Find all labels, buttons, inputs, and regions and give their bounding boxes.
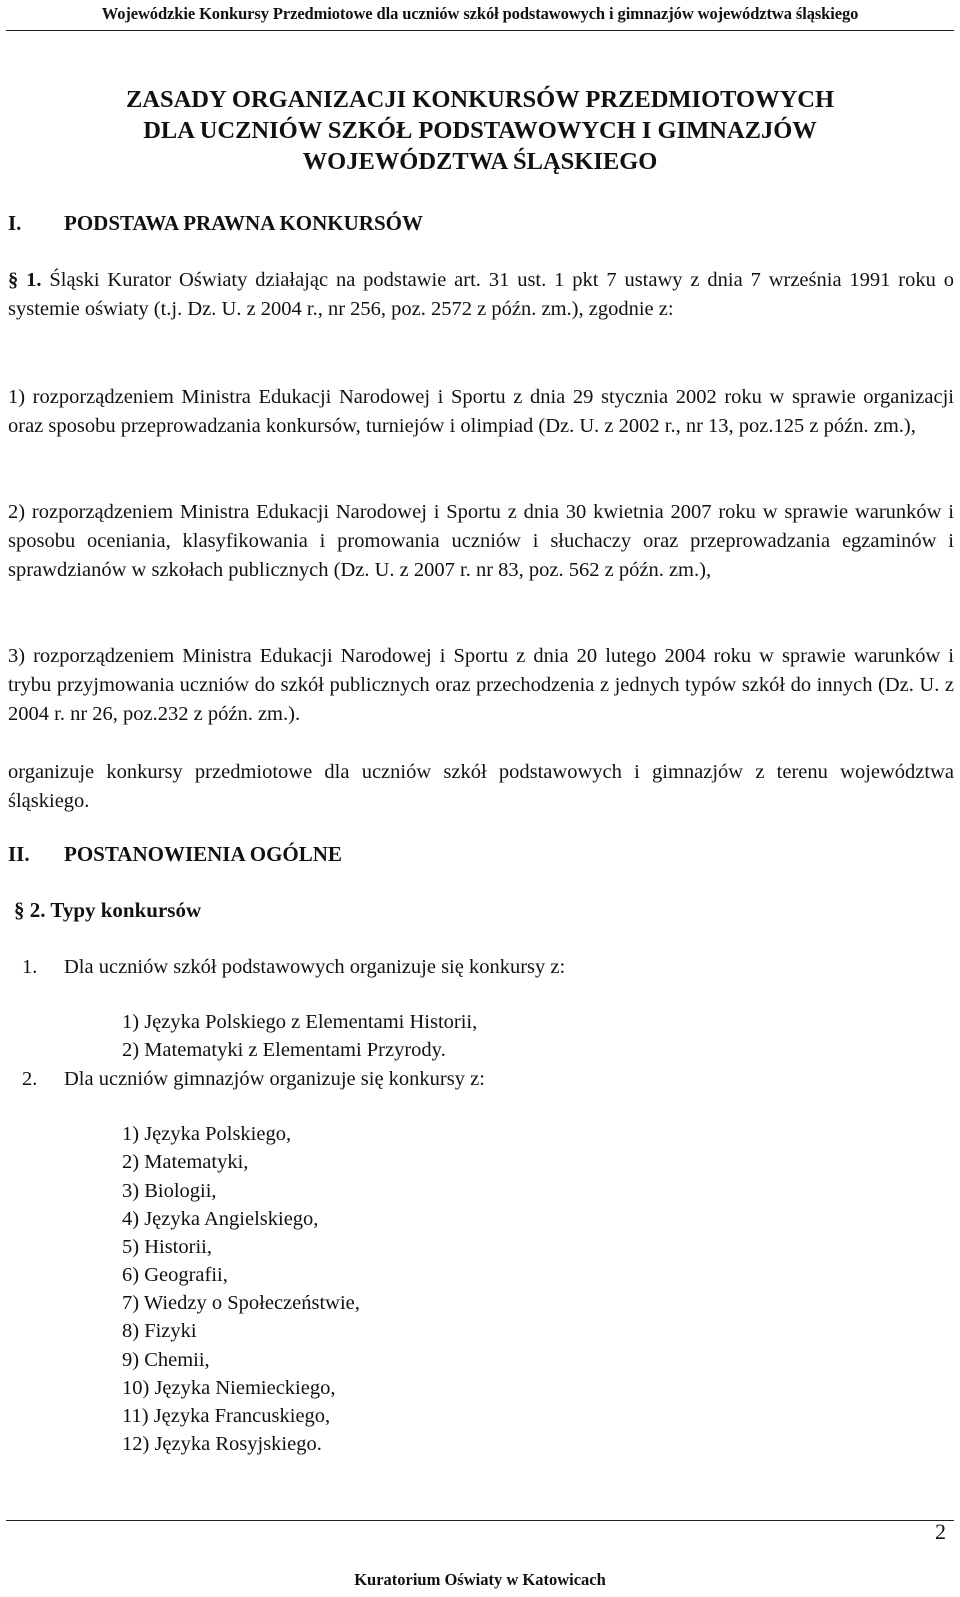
list-item: 12) Języka Rosyjskiego.	[122, 1433, 322, 1455]
footer-divider	[6, 1520, 954, 1521]
list-item: 5) Historii,	[122, 1236, 212, 1258]
list-item: 11) Języka Francuskiego,	[122, 1405, 331, 1427]
section-1-heading	[8, 211, 423, 236]
list-heading-text: Dla uczniów szkół podstawowych organizuje się konkursy z:	[64, 956, 566, 978]
list-item: 6) Geografii,	[122, 1264, 228, 1286]
list-heading-text: Dla uczniów gimnazjów organizuje się konkursy z:	[64, 1068, 485, 1090]
list-item: 10) Języka Niemieckiego,	[122, 1377, 336, 1399]
list-number: 1.	[22, 956, 38, 978]
regulation-1: 1) rozporządzeniem Ministra Edukacji Narodowej i Sportu z dnia 29 stycznia 2002 roku w sprawie organizacji oraz sposobu przeprowadzania konkursów, turniejów i olimpiad (Dz. U. z 2002 r., nr 13, poz.125 z późn. zm.),	[8, 386, 954, 437]
title-line-1: ZASADY ORGANIZACJI KONKURSÓW PRZEDMIOTOWYCH	[125, 86, 835, 113]
primary-school-list-heading	[22, 956, 565, 979]
section-2-heading	[8, 842, 342, 867]
regulation-2: 2) rozporządzeniem Ministra Edukacji Narodowej i Sportu z dnia 30 kwietnia 2007 roku w sprawie warunków i sposobu oceniania, klasyfikowania i promowania uczniów i słuchaczy oraz przeprowadzania egzaminów i sprawdzianów w szkołach publicznych (Dz. U. z 2007 r. nr 83, poz. 562 z późn. zm.),	[8, 501, 954, 581]
junior-high-list-heading	[22, 1068, 485, 1091]
list-item: 4) Języka Angielskiego,	[122, 1208, 319, 1230]
list-item: 7) Wiedzy o Społeczeństwie,	[122, 1292, 360, 1314]
header-divider	[6, 30, 954, 31]
section-1-title: PODSTAWA PRAWNA KONKURSÓW	[64, 211, 423, 235]
section-2-number: II.	[8, 842, 30, 866]
list-item: 2) Matematyki,	[122, 1151, 249, 1173]
title-line-3: WOJEWÓDZTWA ŚLĄSKIEGO	[302, 148, 658, 175]
page-number: 2	[935, 1519, 946, 1544]
paragraph-2-heading: § 2. Typy konkursów	[14, 898, 202, 922]
list-item: 9) Chemii,	[122, 1349, 210, 1371]
list-item: 3) Biologii,	[122, 1180, 217, 1202]
page-header: Wojewódzkie Konkursy Przedmiotowe dla uczniów szkół podstawowych i gimnazjów województwa śląskiego	[101, 4, 859, 23]
document-title	[0, 84, 960, 177]
paragraph-1	[8, 266, 954, 324]
section-2-title: POSTANOWIENIA OGÓLNE	[64, 842, 342, 866]
list-number: 2.	[22, 1068, 38, 1090]
section-1-number: I.	[8, 211, 22, 235]
paragraph-1-text: Śląski Kurator Oświaty działając na podstawie art. 31 ust. 1 pkt 7 ustawy z dnia 7 września 1991 roku o systemie oświaty (t.j. Dz. U. z 2004 r., nr 256, poz. 2572 z późn. zm.), zgodnie z:	[8, 269, 955, 320]
title-line-2: DLA UCZNIÓW SZKÓŁ PODSTAWOWYCH I GIMNAZJÓW	[143, 117, 817, 144]
closing-paragraph: organizuje konkursy przedmiotowe dla uczniów szkół podstawowych i gimnazjów z terenu województwa śląskiego.	[8, 761, 954, 812]
page-footer: Kuratorium Oświaty w Katowicach	[354, 1570, 606, 1589]
list-item: 1) Języka Polskiego,	[122, 1123, 292, 1145]
list-item: 8) Fizyki	[122, 1320, 197, 1342]
list-item: 1) Języka Polskiego z Elementami Historii,	[122, 1011, 478, 1033]
regulation-3: 3) rozporządzeniem Ministra Edukacji Narodowej i Sportu z dnia 20 lutego 2004 roku w sprawie warunków i trybu przyjmowania uczniów do szkół publicznych oraz przechodzenia z jednych typów szkół do innych (Dz. U. z 2004 r. nr 26, poz.232 z późn. zm.).	[8, 645, 954, 725]
paragraph-1-marker: § 1.	[8, 269, 42, 291]
list-item: 2) Matematyki z Elementami Przyrody.	[122, 1039, 446, 1061]
